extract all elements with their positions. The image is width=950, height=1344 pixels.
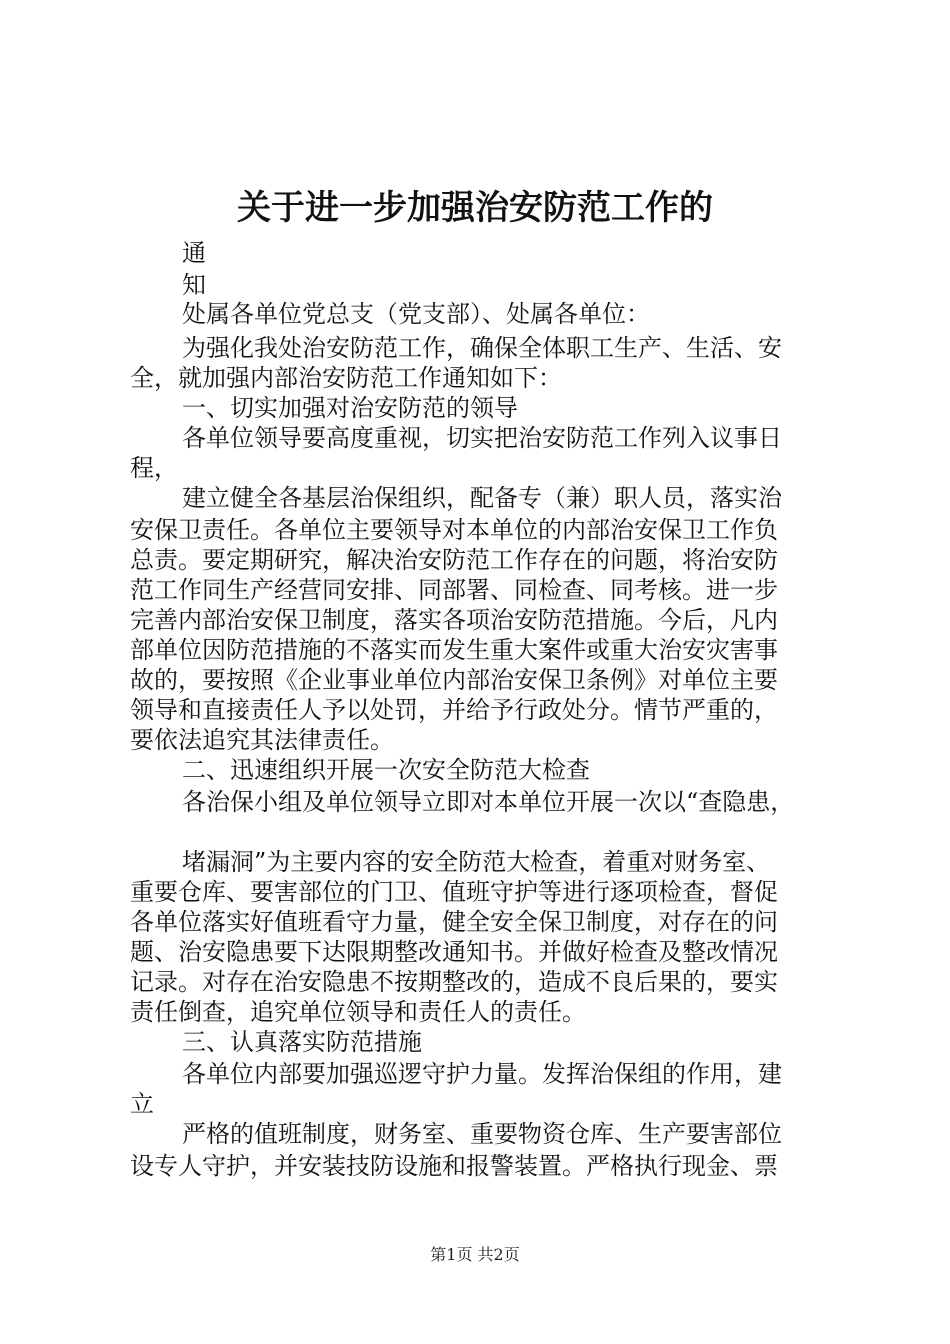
text-line: 立: [130, 1090, 154, 1118]
text-line: 设专人守护，并安装技防设施和报警装置。严格执行现金、票: [130, 1152, 778, 1180]
text-line: 重要仓库、要害部位的门卫、值班守护等进行逐项检查，督促: [130, 878, 778, 906]
section-heading: 一、切实加强对治安防范的领导: [182, 394, 518, 422]
text-line: 安保卫责任。各单位主要领导对本单位的内部治安保卫工作负: [130, 516, 778, 544]
text-line: 严格的值班制度，财务室、重要物资仓库、生产要害部位: [182, 1120, 782, 1148]
text-line: 责任倒查，追究单位领导和责任人的责任。: [130, 998, 586, 1026]
text-line: 各治保小组及单位领导立即对本单位开展一次以“查隐患，: [182, 788, 795, 816]
text-line: 知: [182, 271, 206, 299]
section-heading: 二、迅速组织开展一次安全防范大检查: [182, 756, 590, 784]
text-line: 各单位落实好值班看守力量，健全安全保卫制度，对存在的问: [130, 908, 778, 936]
text-line: 范工作同生产经营同安排、同部署、同检查、同考核。进一步: [130, 576, 778, 604]
text-line: 完善内部治安保卫制度，落实各项治安防范措施。今后，凡内: [130, 606, 778, 634]
text-line: 堵漏洞”为主要内容的安全防范大检查，着重对财务室、: [182, 848, 771, 876]
text-line: 通: [182, 239, 206, 267]
text-line: 记录。对存在治安隐患不按期整改的，造成不良后果的，要实: [130, 968, 778, 996]
text-line: 各单位领导要高度重视，切实把治安防范工作列入议事日: [182, 424, 782, 452]
salutation: 处属各单位党总支（党支部）、处属各单位：: [182, 300, 650, 328]
text-line: 为强化我处治安防范工作，确保全体职工生产、生活、安: [182, 334, 782, 362]
page-footer: 第1页 共2页: [430, 1245, 520, 1264]
text-line: 全，就加强内部治安防范工作通知如下：: [130, 364, 562, 392]
text-line: 建立健全各基层治保组织，配备专（兼）职人员，落实治: [182, 484, 782, 512]
section-heading: 三、认真落实防范措施: [182, 1028, 422, 1056]
text-line: 要依法追究其法律责任。: [130, 726, 394, 754]
text-line: 故的，要按照《企业事业单位内部治安保卫条例》对单位主要: [130, 666, 778, 694]
text-line: 各单位内部要加强巡逻守护力量。发挥治保组的作用，建: [182, 1060, 782, 1088]
text-line: 部单位因防范措施的不落实而发生重大案件或重大治安灾害事: [130, 636, 778, 664]
text-line: 程，: [130, 454, 178, 482]
text-line: 题、治安隐患要下达限期整改通知书。并做好检查及整改情况: [130, 938, 778, 966]
text-line: 领导和直接责任人予以处罚，并给予行政处分。情节严重的，: [130, 696, 778, 724]
text-line: 总责。要定期研究，解决治安防范工作存在的问题，将治安防: [130, 546, 778, 574]
document-title: 关于进一步加强治安防范工作的: [237, 188, 713, 228]
